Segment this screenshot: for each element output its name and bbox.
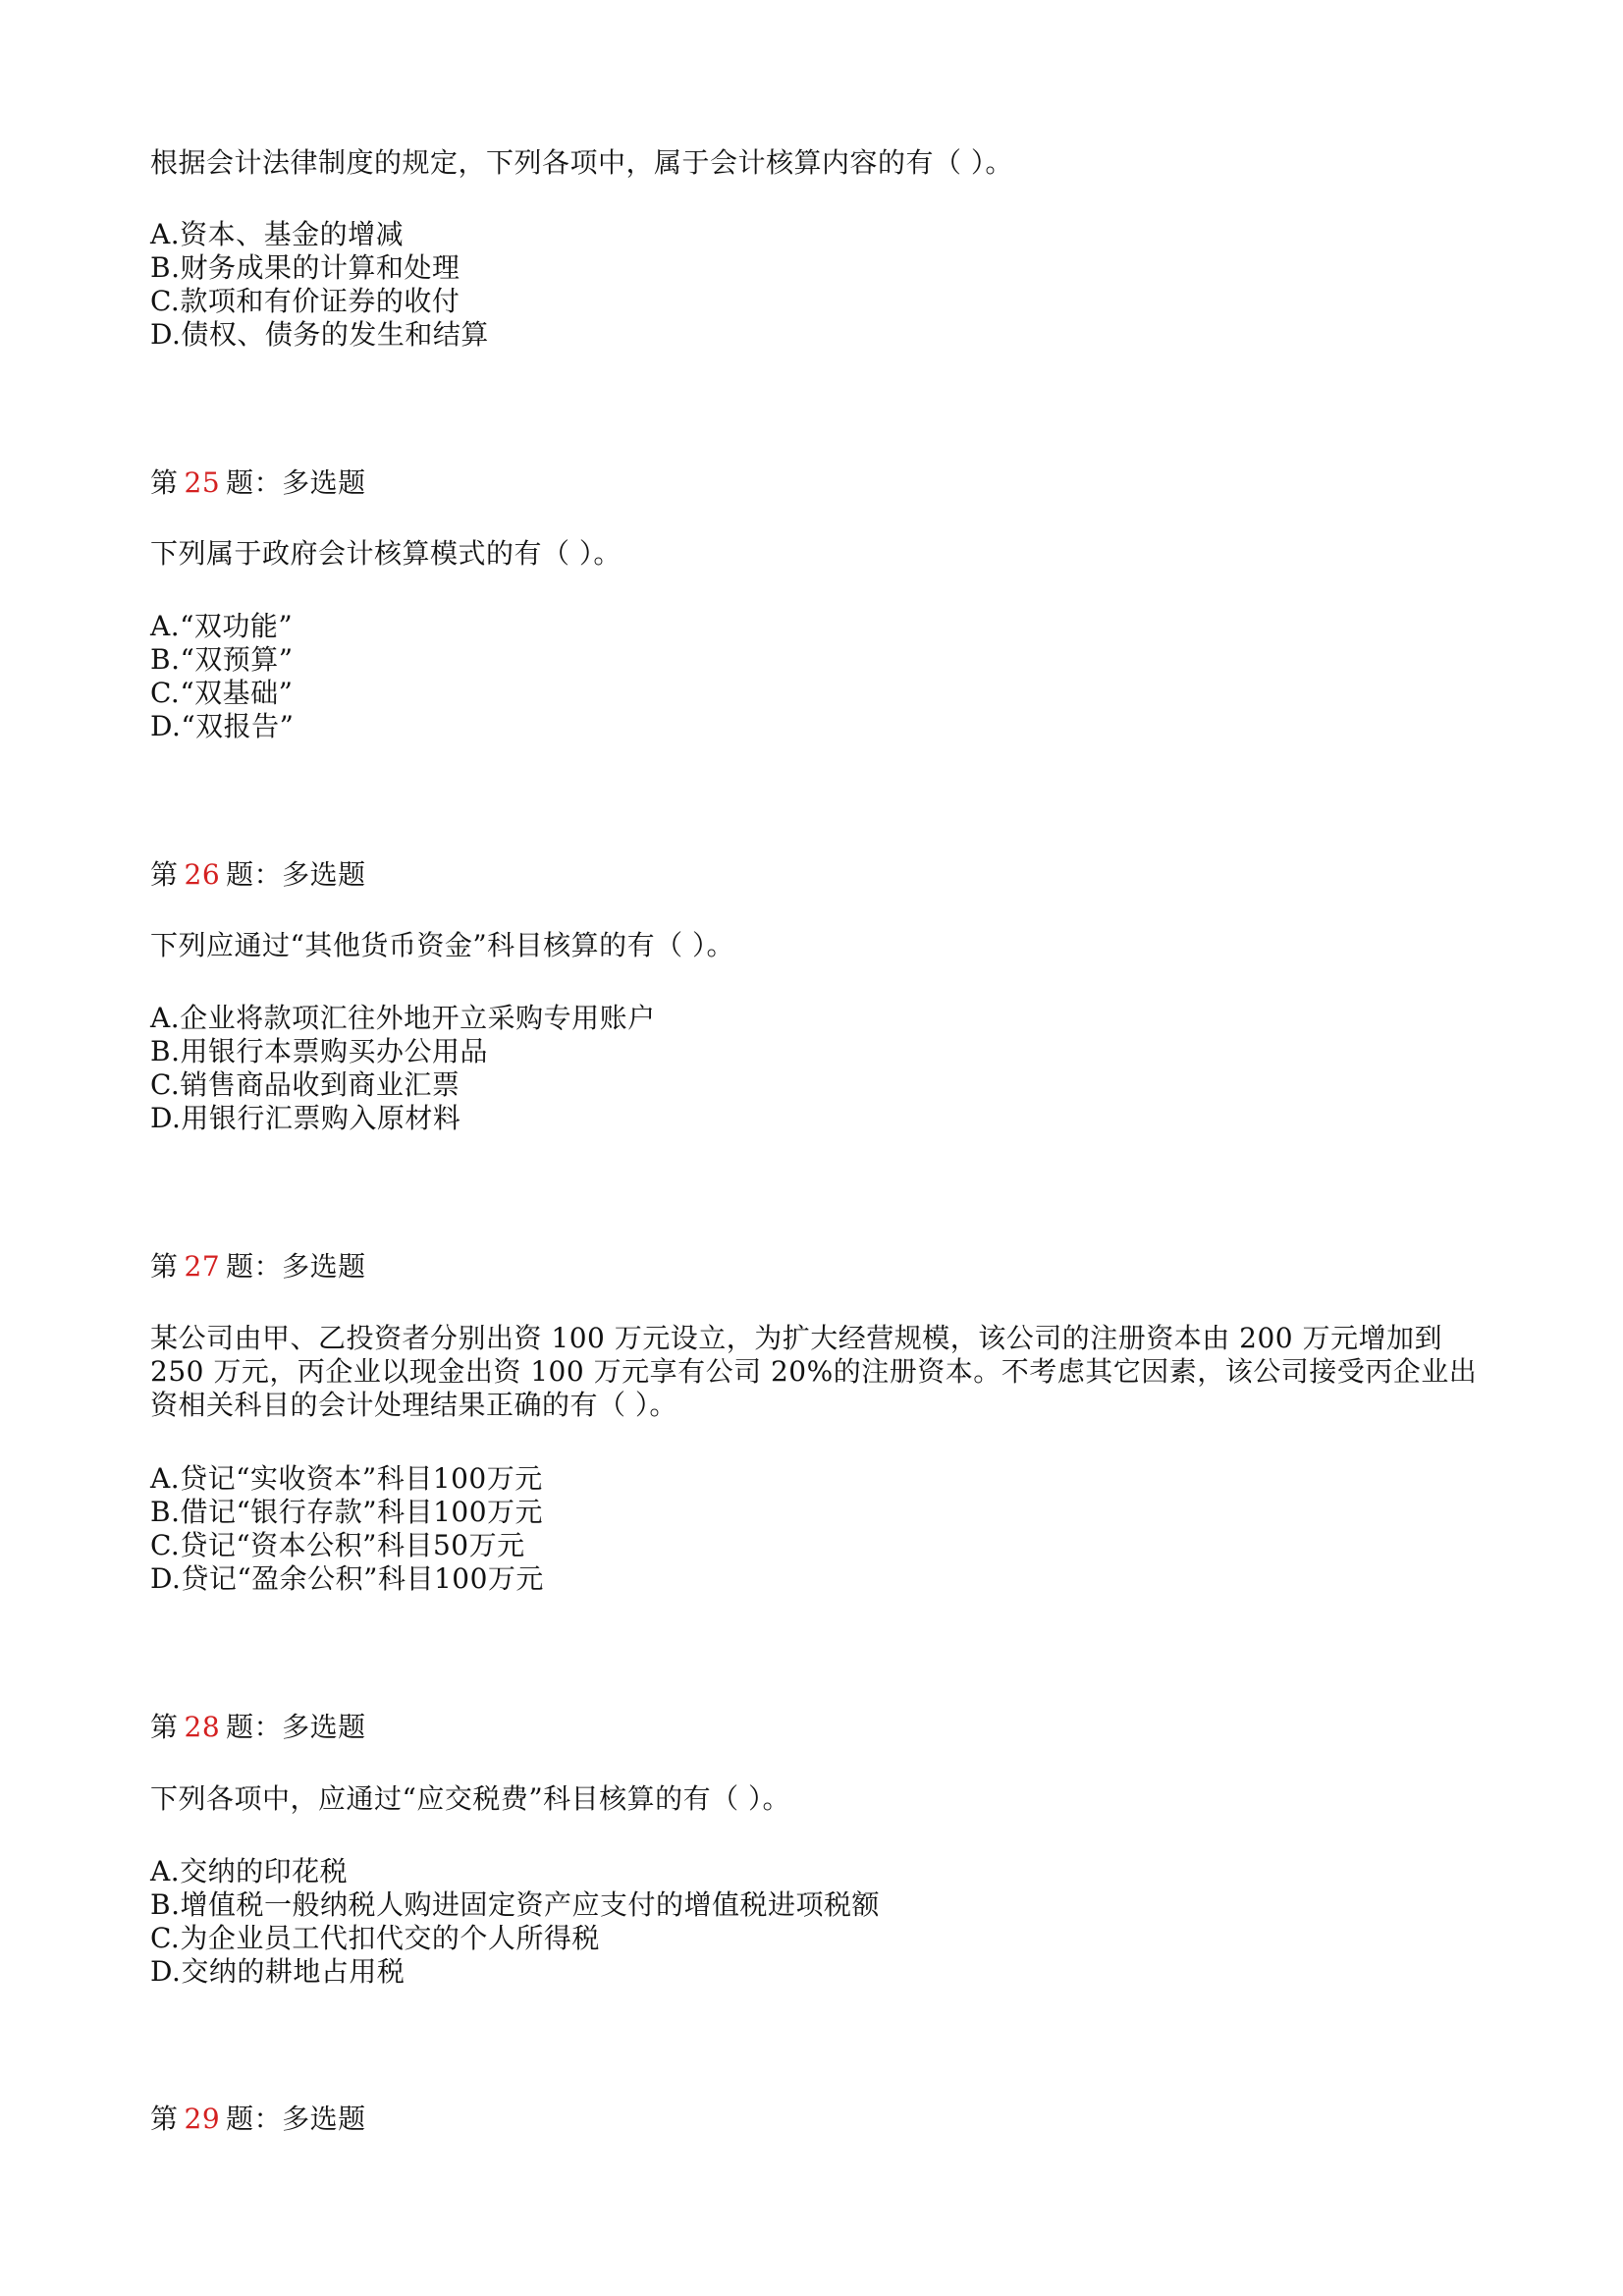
option-a: A.贷记“实收资本”科目100万元	[150, 1462, 543, 1495]
heading-suffix: 题：多选题	[226, 858, 366, 891]
option-c: C.“双基础”	[150, 677, 294, 709]
option-b: B.借记“银行存款”科目100万元	[150, 1496, 544, 1528]
option-b: B.用银行本票购买办公用品	[150, 1035, 488, 1067]
question-heading	[150, 466, 366, 500]
heading-prefix: 第	[150, 1250, 179, 1283]
option-b: B.财务成果的计算和处理	[150, 251, 460, 284]
heading-prefix: 第	[150, 858, 179, 891]
heading-prefix: 第	[150, 466, 179, 499]
question-number: 26	[184, 858, 221, 891]
heading-prefix: 第	[150, 2103, 179, 2135]
option-c: C.销售商品收到商业汇票	[150, 1068, 460, 1101]
question-number: 29	[184, 2103, 221, 2135]
question-heading	[150, 1250, 366, 1284]
question-stem: 根据会计法律制度的规定，下列各项中，属于会计核算内容的有（ ）。	[150, 146, 1013, 179]
option-d: D.用银行汇票购入原材料	[150, 1102, 461, 1134]
option-a: A.交纳的印花税	[150, 1855, 349, 1887]
option-b: B.“双预算”	[150, 643, 294, 676]
heading-suffix: 题：多选题	[226, 1711, 366, 1743]
option-d: D.债权、债务的发生和结算	[150, 318, 489, 351]
question-stem-line: 资相关科目的会计处理结果正确的有（ ）。	[150, 1389, 677, 1421]
question-heading	[150, 2103, 366, 2136]
question-stem: 下列属于政府会计核算模式的有（ ）。	[150, 537, 622, 570]
option-c: C.贷记“资本公积”科目50万元	[150, 1529, 525, 1561]
question-number: 25	[184, 466, 221, 499]
option-a: A.“双功能”	[150, 610, 294, 642]
option-a: A.企业将款项汇往外地开立采购专用账户	[150, 1002, 656, 1034]
question-stem-line: 250 万元，丙企业以现金出资 100 万元享有公司 20%的注册资本。不考虑其它因素，该公司接受丙企业出	[150, 1355, 1478, 1388]
option-d: D.“双报告”	[150, 710, 295, 742]
heading-suffix: 题：多选题	[226, 2103, 366, 2135]
option-d: D.交纳的耕地占用税	[150, 1955, 406, 1988]
option-d: D.贷记“盈余公积”科目100万元	[150, 1562, 544, 1595]
question-heading	[150, 1711, 366, 1744]
question-heading	[150, 858, 366, 892]
heading-suffix: 题：多选题	[226, 1250, 366, 1283]
heading-suffix: 题：多选题	[226, 466, 366, 499]
heading-prefix: 第	[150, 1711, 179, 1743]
option-a: A.资本、基金的增减	[150, 218, 405, 250]
option-b: B.增值税一般纳税人购进固定资产应支付的增值税进项税额	[150, 1888, 880, 1921]
question-stem-line: 某公司由甲、乙投资者分别出资 100 万元设立，为扩大经营规模，该公司的注册资本由 200 万元增加到	[150, 1322, 1442, 1354]
question-number: 28	[184, 1711, 221, 1743]
question-stem: 下列应通过“其他货币资金”科目核算的有（ ）。	[150, 929, 735, 961]
option-c: C.为企业员工代扣代交的个人所得税	[150, 1922, 600, 1954]
question-stem: 下列各项中，应通过“应交税费”科目核算的有（ ）。	[150, 1782, 791, 1815]
question-number: 27	[184, 1250, 221, 1283]
option-c: C.款项和有价证券的收付	[150, 285, 460, 317]
